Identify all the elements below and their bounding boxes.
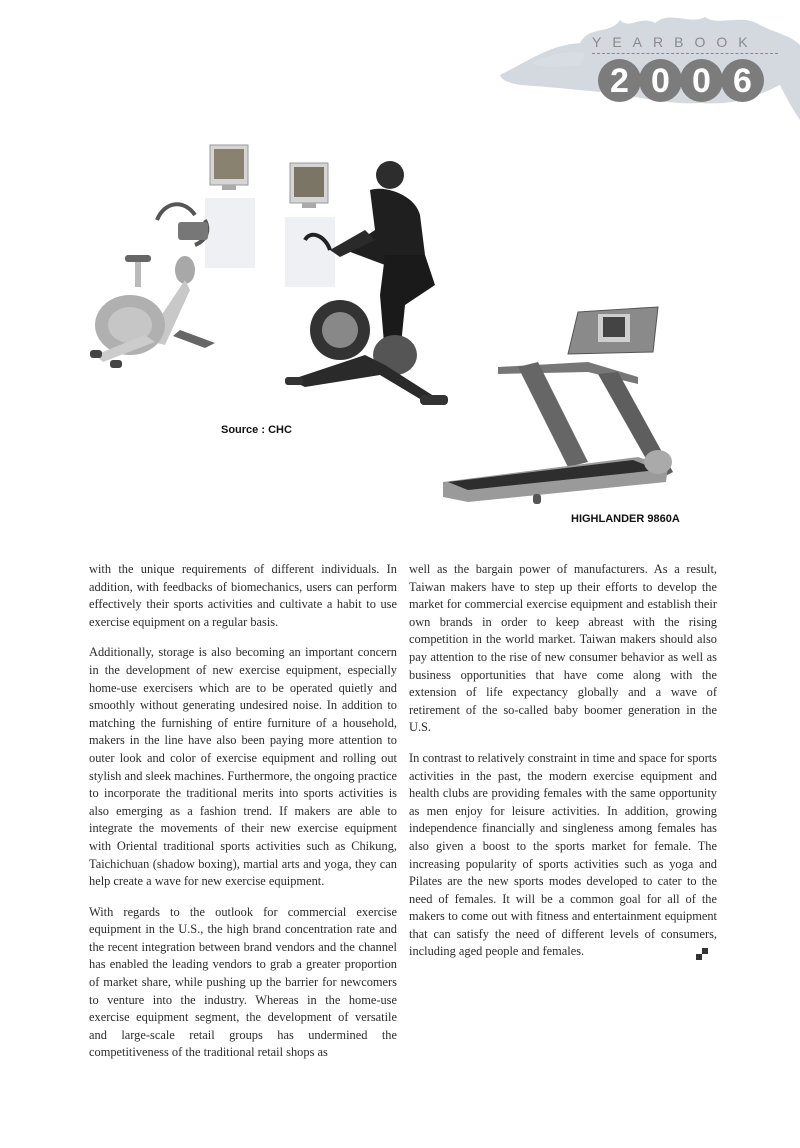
- treadmill-photo: [438, 302, 678, 507]
- article-paragraph: Additionally, storage is also becoming an important concern in the development of new exercise equipment, especially home-use exercisers which are to be operated quietly and smoothly without generating undesired noise. In addition to matching the furnishing of entire furniture of a household, makers in the line have also been paying more attention to outer look and color of exercise equipment and rolling out stylish and sleek machines. Furthermore, the ongoing practice to incorporate the traditional merits into sports activities is also emerging as a fashion trend. If makers are able to integrate the movements of their new exercise equipment with Oriental traditional sports activities such as Chikung, Taichichuan (shadow boxing), martial arts and yoga, they can help create a wave for new exercise equipment.: [89, 645, 397, 889]
- article-paragraph: well as the bargain power of manufacturers. As a result, Taiwan makers have to step up their efforts to develop the market for commercial exercise equipment and establish their own brands in order to keep abreast with the rising competition in the world market. Taiwan makers should also pay attention to the rise of new consumer behavior as well as business opportunities that have come along with the extension of life expectancy globally and a wave of retirement of the so-called baby boomer generation in the U.S.: [409, 562, 717, 735]
- year-digit: 0: [680, 59, 723, 102]
- yearbook-wordmark: YEARBOOK: [592, 34, 759, 50]
- spin-bike-with-rider-photo: [285, 155, 455, 410]
- upright-bike-photo: [85, 140, 265, 375]
- bikes-source-caption: Source : CHC: [221, 424, 292, 436]
- year-logo: [598, 59, 762, 102]
- treadmill-caption: HIGHLANDER 9860A: [571, 513, 680, 525]
- year-digit: 2: [598, 59, 641, 102]
- year-digit: 6: [721, 59, 764, 102]
- article-paragraph: with the unique requirements of different individuals. In addition, with feedbacks of biomechanics, users can perform effectively their sports activities and cultivate a habit to use exercise equipment on a regular basis.: [89, 562, 397, 629]
- article-paragraph: With regards to the outlook for commercial exercise equipment in the U.S., the high brand concentration rate and the recent integration between brand vendors and the channel has enabled the leading vendors to grab a greater proportion of market share, while pushing up the barrier for newcomers to venture into the industry. Whereas in the home-use exercise equipment segment, the development of versatile and large-scale retail groups has undermined the competitiveness of the traditional retail shops as: [89, 904, 397, 1060]
- yearbook-dashed-rule: [592, 53, 778, 54]
- article-paragraph: In contrast to relatively constraint in time and space for sports activities in the past, the modern exercise equipment and health clubs are providing females with the same opportunity as men enjoy for leisure activities. In addition, growing independence financially and singleness among females has also given a boost to the sports market for female. The increasing popularity of sports activities such as yoga and Pilates are the new sports modes developed to cater to the need of females. It will be a common goal for all of the makers to come out with fitness and entertainment equipment that can satisfy the need of different levels of consumers, including aged people and females.: [409, 750, 717, 959]
- article-left-column: [89, 561, 397, 1075]
- article-right-column: [409, 561, 717, 974]
- year-digit: 0: [639, 59, 682, 102]
- end-of-article-mark-icon: [695, 948, 709, 962]
